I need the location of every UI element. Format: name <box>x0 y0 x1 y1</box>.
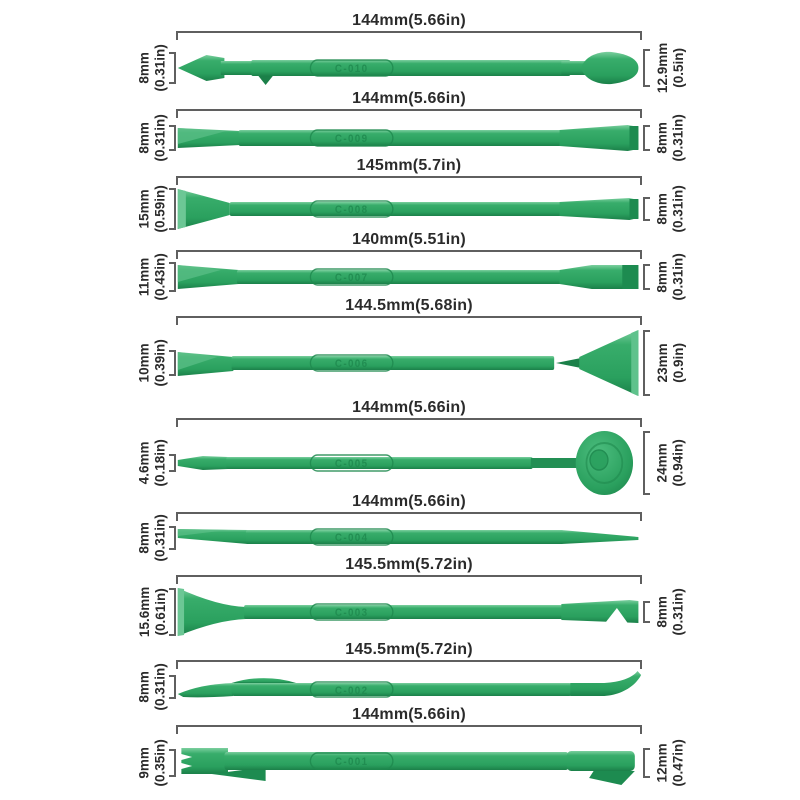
length-label: 145mm(5.7in) <box>356 157 462 174</box>
tool-c-002-image <box>176 671 642 703</box>
dimension-line <box>176 660 642 669</box>
tool-row-c003 <box>130 556 700 640</box>
length-dimension <box>176 493 642 521</box>
dimension-bracket <box>169 52 176 84</box>
left-width-label: 11mm (0.43in) <box>137 252 169 301</box>
right-width-label: 8mm (0.31in) <box>655 588 686 636</box>
tool-row-c004 <box>130 493 700 562</box>
dimension-bracket <box>169 588 176 636</box>
tool-c-010-image <box>176 46 642 90</box>
svg-text:C-008: C-008 <box>334 204 369 216</box>
dimension-line <box>176 31 642 40</box>
svg-text:C-005: C-005 <box>334 458 369 470</box>
length-dimension <box>176 157 642 185</box>
tool-shaft <box>246 530 563 544</box>
long-point-tip <box>561 530 638 544</box>
left-width-dimension <box>130 252 176 301</box>
pointed-flat-tip <box>178 456 228 470</box>
dimension-bracket <box>643 330 650 396</box>
tool-shaft <box>230 202 562 216</box>
length-label: 145.5mm(5.72in) <box>345 556 473 573</box>
dimension-bracket <box>643 601 650 623</box>
right-width-dimension <box>642 185 700 232</box>
length-label: 140mm(5.51in) <box>352 231 466 248</box>
dimension-bracket <box>643 49 650 87</box>
flared-scraper-tip <box>178 588 246 636</box>
dimension-line <box>176 316 642 325</box>
left-width-label: 10mm (0.39in) <box>137 338 169 387</box>
dimension-line <box>176 109 642 118</box>
dimension-bracket <box>643 264 650 290</box>
left-width-dimension <box>130 663 176 711</box>
dimension-bracket <box>643 125 650 151</box>
length-label: 145.5mm(5.72in) <box>345 641 473 658</box>
tool-shaft <box>244 605 563 619</box>
left-width-dimension <box>130 427 176 498</box>
tool-row-c001 <box>130 706 700 792</box>
tool-row-c002 <box>130 641 700 711</box>
length-dimension <box>176 90 642 118</box>
angled-chisel-flap <box>589 771 635 785</box>
length-label: 144mm(5.66in) <box>352 706 466 723</box>
length-dimension <box>176 297 642 325</box>
tool-row-c007 <box>130 231 700 301</box>
right-width-label: 23mm (0.9in) <box>655 342 686 383</box>
dimension-bracket <box>169 526 176 550</box>
dimension-bracket <box>643 197 650 221</box>
dimension-bracket <box>169 454 176 472</box>
svg-text:C-002: C-002 <box>334 685 369 698</box>
right-width-label: 8mm (0.31in) <box>655 184 686 233</box>
tool-c-008-image <box>176 188 642 230</box>
right-width-dimension <box>642 584 700 640</box>
notched-blade-tip <box>561 600 638 623</box>
svg-text:C-001: C-001 <box>334 756 369 769</box>
right-width-dimension <box>642 521 700 554</box>
tool-shaft <box>226 457 532 469</box>
small-spike <box>556 358 581 368</box>
dimension-line <box>176 418 642 427</box>
tool-c-009-image <box>176 121 642 155</box>
right-width-dimension <box>642 114 700 162</box>
length-dimension <box>176 641 642 669</box>
dimension-line <box>176 250 642 259</box>
right-width-label: 24mm (0.94in) <box>655 438 686 487</box>
length-dimension <box>176 556 642 584</box>
svg-text:C-007: C-007 <box>334 272 369 284</box>
dimension-line <box>176 575 642 584</box>
dimension-bracket <box>169 675 176 699</box>
tool-row-c005 <box>130 399 700 498</box>
dimension-bracket <box>643 431 650 495</box>
right-width-dimension <box>642 325 700 400</box>
tool-row-c010 <box>130 12 700 96</box>
svg-text:C-010: C-010 <box>334 63 369 76</box>
dimension-bracket <box>169 350 176 376</box>
flat-chisel-tip <box>560 198 639 220</box>
tool-c-001-image <box>176 740 642 786</box>
svg-text:C-009: C-009 <box>334 133 369 146</box>
tool-shaft <box>232 683 573 696</box>
forked-crown-tip <box>181 748 228 774</box>
tool-c-006-image <box>176 328 642 398</box>
right-width-label: 12mm (0.47in) <box>655 739 686 787</box>
tool-c-003-image <box>176 587 642 637</box>
left-width-dimension <box>130 114 176 162</box>
left-width-label: 8mm (0.31in) <box>137 663 169 711</box>
left-width-label: 15.6mm (0.61in) <box>137 586 169 638</box>
dimension-line <box>176 725 642 734</box>
left-width-dimension <box>130 584 176 640</box>
tool-c-007-image <box>176 262 642 292</box>
tool-c-004-image <box>176 524 642 552</box>
length-label: 144mm(5.66in) <box>352 493 466 510</box>
dimension-line <box>176 512 642 521</box>
thumb-hump <box>232 678 297 683</box>
tool-row-c006 <box>130 297 700 400</box>
right-width-dimension <box>642 669 700 705</box>
tool-shaft <box>224 752 568 770</box>
spear-point-tip <box>178 55 225 81</box>
length-dimension <box>176 231 642 259</box>
length-dimension <box>176 706 642 734</box>
right-width-dimension <box>642 40 700 96</box>
length-label: 144mm(5.66in) <box>352 12 466 29</box>
left-width-dimension <box>130 734 176 792</box>
left-width-label: 4.6mm (0.18in) <box>137 438 169 487</box>
left-width-label: 15mm (0.59in) <box>137 184 169 233</box>
right-width-dimension <box>642 427 700 498</box>
tool-row-c009 <box>130 90 700 162</box>
tool-shaft <box>239 130 562 146</box>
curved-thin-blade-tip <box>178 683 234 697</box>
right-width-dimension <box>642 734 700 792</box>
right-width-dimension <box>642 252 700 301</box>
length-label: 144mm(5.66in) <box>352 399 466 416</box>
left-width-dimension <box>130 325 176 400</box>
left-width-dimension <box>130 40 176 96</box>
right-width-label: 8mm (0.31in) <box>655 114 686 162</box>
tool-shaft <box>251 60 570 76</box>
dimension-line <box>176 176 642 185</box>
tool-row-c008 <box>130 157 700 232</box>
tool-c-005-image <box>176 430 642 496</box>
left-width-label: 8mm (0.31in) <box>137 513 169 562</box>
right-width-label: 8mm (0.31in) <box>655 252 686 301</box>
length-label: 144.5mm(5.68in) <box>345 297 473 314</box>
length-label: 144mm(5.66in) <box>352 90 466 107</box>
left-width-dimension <box>130 513 176 562</box>
length-dimension <box>176 399 642 427</box>
length-dimension <box>176 12 642 40</box>
dimension-bracket <box>643 748 650 778</box>
svg-text:C-004: C-004 <box>334 532 369 544</box>
tool-shaft <box>237 270 561 284</box>
dimension-bracket <box>169 749 176 777</box>
small-tooth <box>258 76 272 85</box>
left-width-label: 8mm (0.31in) <box>137 44 169 92</box>
dimension-bracket <box>169 188 176 230</box>
dimension-bracket <box>169 125 176 151</box>
leaf-paddle-tip <box>581 52 638 84</box>
right-width-label: 12.9mm (0.5in) <box>655 42 686 94</box>
svg-text:C-003: C-003 <box>334 607 369 620</box>
disc-hub <box>531 458 581 468</box>
upturned-hook-tip <box>570 671 641 696</box>
svg-text:C-006: C-006 <box>334 358 369 370</box>
left-width-dimension <box>130 185 176 232</box>
flat-chisel-tip <box>560 125 639 151</box>
left-width-label: 9mm (0.35in) <box>137 739 169 787</box>
left-width-label: 8mm (0.31in) <box>137 114 169 162</box>
dimension-bracket <box>169 262 176 292</box>
fan-scraper-tip <box>579 330 638 396</box>
cylinder-end <box>567 751 635 771</box>
